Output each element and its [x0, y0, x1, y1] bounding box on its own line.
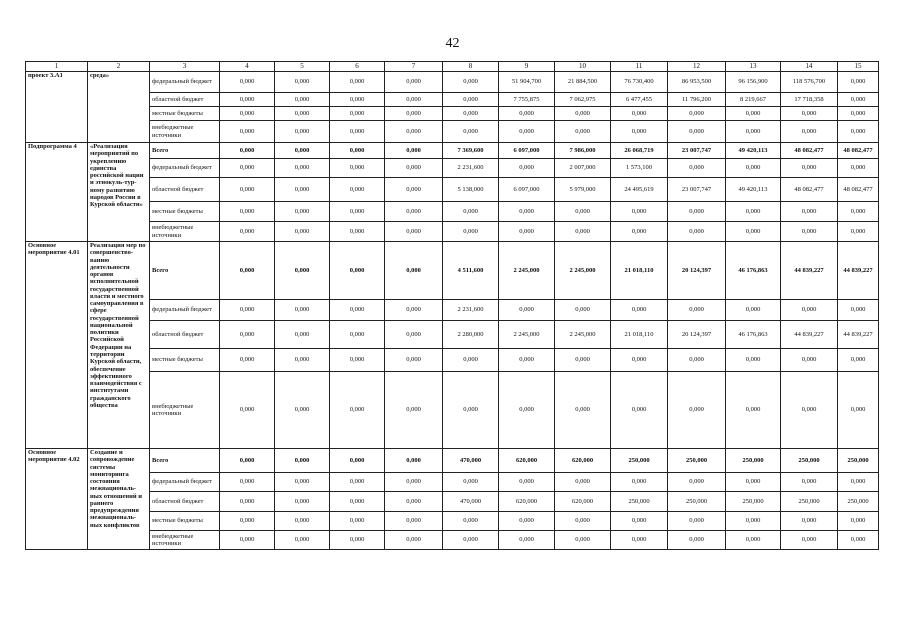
value-cell: 0,000 — [275, 242, 330, 300]
value-cell: 0,000 — [385, 321, 443, 349]
value-cell: 0,000 — [555, 222, 611, 242]
value-cell: 21 018,110 — [611, 321, 668, 349]
value-cell: 0,000 — [781, 531, 838, 550]
value-cell: 0,000 — [385, 107, 443, 121]
value-cell: 0,000 — [555, 349, 611, 372]
value-cell: 0,000 — [275, 72, 330, 93]
value-cell: 0,000 — [726, 372, 781, 449]
column-number: 1 — [26, 62, 88, 72]
value-cell: 0,000 — [838, 372, 879, 449]
funding-source: областной бюджет — [150, 492, 220, 512]
value-cell: 0,000 — [330, 321, 385, 349]
value-cell: 5 138,000 — [443, 178, 499, 202]
funding-source: Всего — [150, 449, 220, 473]
column-number: 9 — [499, 62, 555, 72]
value-cell: 2 231,600 — [443, 159, 499, 178]
column-number-row — [26, 62, 879, 72]
value-cell: 0,000 — [385, 242, 443, 300]
value-cell: 7 062,975 — [555, 93, 611, 107]
value-cell: 0,000 — [726, 473, 781, 492]
column-number: 10 — [555, 62, 611, 72]
value-cell: 0,000 — [385, 449, 443, 473]
table-row — [26, 300, 879, 321]
value-cell: 0,000 — [330, 159, 385, 178]
value-cell: 0,000 — [385, 372, 443, 449]
table-row — [26, 321, 879, 349]
table-row — [26, 143, 879, 159]
value-cell: 0,000 — [275, 349, 330, 372]
value-cell: 0,000 — [611, 512, 668, 531]
value-cell: 0,000 — [555, 512, 611, 531]
value-cell: 0,000 — [611, 202, 668, 222]
value-cell: 0,000 — [499, 372, 555, 449]
value-cell: 7 755,875 — [499, 93, 555, 107]
value-cell: 0,000 — [838, 473, 879, 492]
value-cell: 0,000 — [443, 372, 499, 449]
value-cell: 0,000 — [611, 121, 668, 143]
value-cell: 0,000 — [838, 531, 879, 550]
value-cell: 23 007,747 — [668, 143, 726, 159]
value-cell: 0,000 — [385, 492, 443, 512]
value-cell: 620,000 — [555, 492, 611, 512]
value-cell: 24 495,619 — [611, 178, 668, 202]
value-cell: 0,000 — [443, 473, 499, 492]
value-cell: 0,000 — [275, 121, 330, 143]
value-cell: 0,000 — [220, 242, 275, 300]
value-cell: 2 231,600 — [443, 300, 499, 321]
value-cell: 48 082,477 — [838, 178, 879, 202]
funding-source: федеральный бюджет — [150, 159, 220, 178]
value-cell: 0,000 — [555, 121, 611, 143]
value-cell: 118 576,700 — [781, 72, 838, 93]
table-row — [26, 242, 879, 300]
value-cell: 0,000 — [220, 531, 275, 550]
value-cell: 0,000 — [385, 72, 443, 93]
value-cell: 46 176,863 — [726, 242, 781, 300]
value-cell: 0,000 — [275, 107, 330, 121]
value-cell: 0,000 — [838, 107, 879, 121]
value-cell: 0,000 — [385, 300, 443, 321]
value-cell: 0,000 — [275, 473, 330, 492]
value-cell: 0,000 — [330, 473, 385, 492]
funding-source: федеральный бюджет — [150, 300, 220, 321]
value-cell: 250,000 — [838, 492, 879, 512]
value-cell: 0,000 — [330, 93, 385, 107]
program-code: Основное мероприятие 4.01 — [26, 242, 88, 449]
value-cell: 46 176,863 — [726, 321, 781, 349]
value-cell: 0,000 — [668, 202, 726, 222]
funding-source: местные бюджеты — [150, 202, 220, 222]
funding-source: областной бюджет — [150, 93, 220, 107]
value-cell: 0,000 — [781, 473, 838, 492]
value-cell: 0,000 — [275, 178, 330, 202]
value-cell: 0,000 — [220, 93, 275, 107]
value-cell: 26 068,719 — [611, 143, 668, 159]
value-cell: 76 730,400 — [611, 72, 668, 93]
value-cell: 0,000 — [838, 222, 879, 242]
table-row — [26, 512, 879, 531]
value-cell: 0,000 — [220, 222, 275, 242]
value-cell: 0,000 — [275, 449, 330, 473]
value-cell: 2 280,000 — [443, 321, 499, 349]
funding-source: внебюджетные источники — [150, 222, 220, 242]
value-cell: 49 420,113 — [726, 143, 781, 159]
value-cell: 250,000 — [781, 449, 838, 473]
value-cell: 0,000 — [668, 121, 726, 143]
value-cell: 0,000 — [330, 222, 385, 242]
table-row — [26, 349, 879, 372]
value-cell: 0,000 — [668, 107, 726, 121]
funding-source: областной бюджет — [150, 178, 220, 202]
column-number: 8 — [443, 62, 499, 72]
value-cell: 0,000 — [385, 159, 443, 178]
funding-source: местные бюджеты — [150, 512, 220, 531]
value-cell: 0,000 — [726, 512, 781, 531]
value-cell: 2 007,000 — [555, 159, 611, 178]
value-cell: 48 082,477 — [838, 143, 879, 159]
value-cell: 1 573,100 — [611, 159, 668, 178]
program-code: проект 3.А1 — [26, 72, 88, 143]
column-number: 3 — [150, 62, 220, 72]
column-number: 2 — [88, 62, 150, 72]
table-row — [26, 107, 879, 121]
value-cell: 0,000 — [443, 349, 499, 372]
value-cell: 250,000 — [611, 492, 668, 512]
value-cell: 0,000 — [330, 349, 385, 372]
budget-table — [25, 61, 879, 550]
value-cell: 0,000 — [499, 300, 555, 321]
value-cell: 0,000 — [220, 202, 275, 222]
value-cell: 44 839,227 — [781, 242, 838, 300]
funding-source: федеральный бюджет — [150, 473, 220, 492]
value-cell: 51 904,700 — [499, 72, 555, 93]
value-cell: 0,000 — [330, 300, 385, 321]
value-cell: 0,000 — [220, 473, 275, 492]
value-cell: 0,000 — [668, 159, 726, 178]
column-number: 7 — [385, 62, 443, 72]
table-row — [26, 93, 879, 107]
value-cell: 0,000 — [668, 531, 726, 550]
value-cell: 0,000 — [668, 473, 726, 492]
page-number: 42 — [445, 36, 460, 51]
column-number: 5 — [275, 62, 330, 72]
value-cell: 0,000 — [838, 349, 879, 372]
value-cell: 620,000 — [499, 449, 555, 473]
value-cell: 0,000 — [726, 107, 781, 121]
funding-source: внебюджетные источники — [150, 121, 220, 143]
value-cell: 250,000 — [726, 492, 781, 512]
value-cell: 0,000 — [499, 531, 555, 550]
value-cell: 0,000 — [220, 72, 275, 93]
value-cell: 0,000 — [499, 202, 555, 222]
value-cell: 0,000 — [385, 349, 443, 372]
value-cell: 0,000 — [443, 531, 499, 550]
value-cell: 96 156,900 — [726, 72, 781, 93]
value-cell: 250,000 — [668, 492, 726, 512]
value-cell: 2 245,000 — [555, 242, 611, 300]
value-cell: 0,000 — [385, 178, 443, 202]
value-cell: 17 718,358 — [781, 93, 838, 107]
value-cell: 0,000 — [726, 202, 781, 222]
value-cell: 0,000 — [443, 222, 499, 242]
value-cell: 0,000 — [275, 531, 330, 550]
funding-source: областной бюджет — [150, 321, 220, 349]
value-cell: 0,000 — [385, 143, 443, 159]
value-cell: 6 097,000 — [499, 143, 555, 159]
column-number: 11 — [611, 62, 668, 72]
value-cell: 0,000 — [726, 222, 781, 242]
value-cell: 0,000 — [330, 492, 385, 512]
funding-source: Всего — [150, 242, 220, 300]
value-cell: 0,000 — [275, 372, 330, 449]
value-cell: 0,000 — [443, 121, 499, 143]
value-cell: 0,000 — [499, 107, 555, 121]
value-cell: 21 884,500 — [555, 72, 611, 93]
value-cell: 0,000 — [781, 300, 838, 321]
value-cell: 0,000 — [443, 202, 499, 222]
value-cell: 0,000 — [443, 107, 499, 121]
value-cell: 0,000 — [275, 492, 330, 512]
value-cell: 0,000 — [726, 349, 781, 372]
value-cell: 0,000 — [555, 300, 611, 321]
column-number: 12 — [668, 62, 726, 72]
value-cell: 0,000 — [499, 349, 555, 372]
value-cell: 20 124,397 — [668, 321, 726, 349]
value-cell: 21 018,110 — [611, 242, 668, 300]
value-cell: 0,000 — [275, 321, 330, 349]
value-cell: 0,000 — [781, 121, 838, 143]
value-cell: 0,000 — [385, 121, 443, 143]
value-cell: 0,000 — [499, 473, 555, 492]
value-cell: 0,000 — [611, 531, 668, 550]
value-cell: 0,000 — [385, 473, 443, 492]
value-cell: 0,000 — [838, 512, 879, 531]
program-name: среда» — [88, 72, 150, 143]
value-cell: 0,000 — [781, 372, 838, 449]
funding-source: местные бюджеты — [150, 349, 220, 372]
value-cell: 86 953,500 — [668, 72, 726, 93]
value-cell: 48 082,477 — [781, 143, 838, 159]
value-cell: 0,000 — [499, 159, 555, 178]
value-cell: 250,000 — [838, 449, 879, 473]
value-cell: 0,000 — [330, 178, 385, 202]
column-number: 13 — [726, 62, 781, 72]
value-cell: 2 245,000 — [499, 321, 555, 349]
value-cell: 0,000 — [220, 512, 275, 531]
value-cell: 0,000 — [555, 372, 611, 449]
value-cell: 0,000 — [838, 202, 879, 222]
value-cell: 0,000 — [275, 202, 330, 222]
value-cell: 0,000 — [611, 349, 668, 372]
value-cell: 0,000 — [726, 300, 781, 321]
value-cell: 250,000 — [781, 492, 838, 512]
value-cell: 0,000 — [275, 222, 330, 242]
value-cell: 0,000 — [781, 512, 838, 531]
value-cell: 0,000 — [275, 300, 330, 321]
value-cell: 0,000 — [330, 143, 385, 159]
value-cell: 0,000 — [781, 349, 838, 372]
column-number: 15 — [838, 62, 879, 72]
value-cell: 0,000 — [220, 321, 275, 349]
value-cell: 0,000 — [330, 242, 385, 300]
value-cell: 0,000 — [555, 531, 611, 550]
table-row — [26, 222, 879, 242]
value-cell: 0,000 — [611, 222, 668, 242]
value-cell: 0,000 — [275, 159, 330, 178]
value-cell: 0,000 — [220, 178, 275, 202]
value-cell: 7 369,600 — [443, 143, 499, 159]
value-cell: 0,000 — [611, 372, 668, 449]
value-cell: 0,000 — [781, 222, 838, 242]
value-cell: 470,000 — [443, 449, 499, 473]
value-cell: 0,000 — [330, 512, 385, 531]
value-cell: 620,000 — [555, 449, 611, 473]
value-cell: 0,000 — [220, 492, 275, 512]
value-cell: 48 082,477 — [781, 178, 838, 202]
value-cell: 0,000 — [220, 449, 275, 473]
value-cell: 49 420,113 — [726, 178, 781, 202]
value-cell: 0,000 — [220, 300, 275, 321]
value-cell: 0,000 — [330, 372, 385, 449]
column-number: 14 — [781, 62, 838, 72]
value-cell: 0,000 — [838, 300, 879, 321]
value-cell: 0,000 — [611, 473, 668, 492]
value-cell: 470,000 — [443, 492, 499, 512]
program-name: Создание и сопровождение системы мониторинга состояния межнациональ-ных отношений и раннего предупреждения межнациональ-ных конфликтов — [88, 449, 150, 550]
table-row — [26, 473, 879, 492]
value-cell: 0,000 — [443, 72, 499, 93]
value-cell: 0,000 — [555, 473, 611, 492]
value-cell: 0,000 — [443, 512, 499, 531]
value-cell: 0,000 — [555, 202, 611, 222]
value-cell: 0,000 — [275, 512, 330, 531]
value-cell: 0,000 — [555, 107, 611, 121]
value-cell: 0,000 — [330, 531, 385, 550]
table-row — [26, 159, 879, 178]
value-cell: 20 124,397 — [668, 242, 726, 300]
value-cell: 0,000 — [838, 121, 879, 143]
value-cell: 0,000 — [220, 121, 275, 143]
table-row — [26, 492, 879, 512]
value-cell: 5 979,000 — [555, 178, 611, 202]
table-row — [26, 449, 879, 473]
value-cell: 0,000 — [781, 202, 838, 222]
value-cell: 0,000 — [726, 121, 781, 143]
funding-source: внебюджетные источники — [150, 531, 220, 550]
value-cell: 0,000 — [220, 159, 275, 178]
column-number: 6 — [330, 62, 385, 72]
value-cell: 0,000 — [330, 121, 385, 143]
value-cell: 0,000 — [220, 143, 275, 159]
table-row — [26, 372, 879, 449]
value-cell: 8 219,667 — [726, 93, 781, 107]
column-number: 4 — [220, 62, 275, 72]
value-cell: 7 986,000 — [555, 143, 611, 159]
program-name: «Реализация мероприятий по укреплению единства российской нации и этнокуль-тур-ному развитию народов России в Курской области» — [88, 143, 150, 242]
value-cell: 0,000 — [838, 72, 879, 93]
value-cell: 620,000 — [499, 492, 555, 512]
value-cell: 0,000 — [781, 159, 838, 178]
value-cell: 2 245,000 — [555, 321, 611, 349]
value-cell: 0,000 — [499, 222, 555, 242]
program-code: Основное мероприятие 4.02 — [26, 449, 88, 550]
value-cell: 0,000 — [668, 512, 726, 531]
value-cell: 0,000 — [668, 300, 726, 321]
value-cell: 0,000 — [220, 349, 275, 372]
value-cell: 0,000 — [330, 107, 385, 121]
program-name: Реализация мер по совершенство-ванию деятельности органов исполнительной государственной власти и местного самоуправления в сфере государственной национальной политики Российской Федерации на территории Курской области, обеспечение эффективного взаимодействия с институтами гражданского общества — [88, 242, 150, 449]
value-cell: 0,000 — [385, 93, 443, 107]
value-cell: 0,000 — [668, 349, 726, 372]
value-cell: 0,000 — [330, 449, 385, 473]
value-cell: 250,000 — [726, 449, 781, 473]
funding-source: Всего — [150, 143, 220, 159]
value-cell: 250,000 — [611, 449, 668, 473]
value-cell: 0,000 — [220, 107, 275, 121]
value-cell: 0,000 — [838, 93, 879, 107]
value-cell: 0,000 — [611, 300, 668, 321]
value-cell: 0,000 — [726, 531, 781, 550]
table-row — [26, 121, 879, 143]
value-cell: 0,000 — [385, 222, 443, 242]
value-cell: 0,000 — [330, 72, 385, 93]
value-cell: 44 839,227 — [781, 321, 838, 349]
value-cell: 0,000 — [781, 107, 838, 121]
table-row — [26, 202, 879, 222]
value-cell: 0,000 — [726, 159, 781, 178]
value-cell: 0,000 — [611, 107, 668, 121]
value-cell: 44 839,227 — [838, 242, 879, 300]
value-cell: 0,000 — [330, 202, 385, 222]
value-cell: 6 477,455 — [611, 93, 668, 107]
funding-source: внебюджетные источники — [150, 372, 220, 449]
funding-source: федеральный бюджет — [150, 72, 220, 93]
value-cell: 11 796,200 — [668, 93, 726, 107]
value-cell: 0,000 — [275, 93, 330, 107]
value-cell: 0,000 — [220, 372, 275, 449]
value-cell: 6 097,000 — [499, 178, 555, 202]
value-cell: 0,000 — [838, 159, 879, 178]
value-cell: 0,000 — [385, 531, 443, 550]
value-cell: 0,000 — [668, 372, 726, 449]
funding-source: местные бюджеты — [150, 107, 220, 121]
value-cell: 0,000 — [668, 222, 726, 242]
value-cell: 0,000 — [499, 512, 555, 531]
value-cell: 0,000 — [385, 512, 443, 531]
table-row — [26, 531, 879, 550]
table-row — [26, 178, 879, 202]
table-row — [26, 72, 879, 93]
value-cell: 44 839,227 — [838, 321, 879, 349]
value-cell: 4 511,600 — [443, 242, 499, 300]
value-cell: 23 007,747 — [668, 178, 726, 202]
value-cell: 0,000 — [443, 93, 499, 107]
value-cell: 2 245,000 — [499, 242, 555, 300]
value-cell: 0,000 — [275, 143, 330, 159]
value-cell: 0,000 — [499, 121, 555, 143]
value-cell: 250,000 — [668, 449, 726, 473]
value-cell: 0,000 — [385, 202, 443, 222]
program-code: Подпрограмма 4 — [26, 143, 88, 242]
